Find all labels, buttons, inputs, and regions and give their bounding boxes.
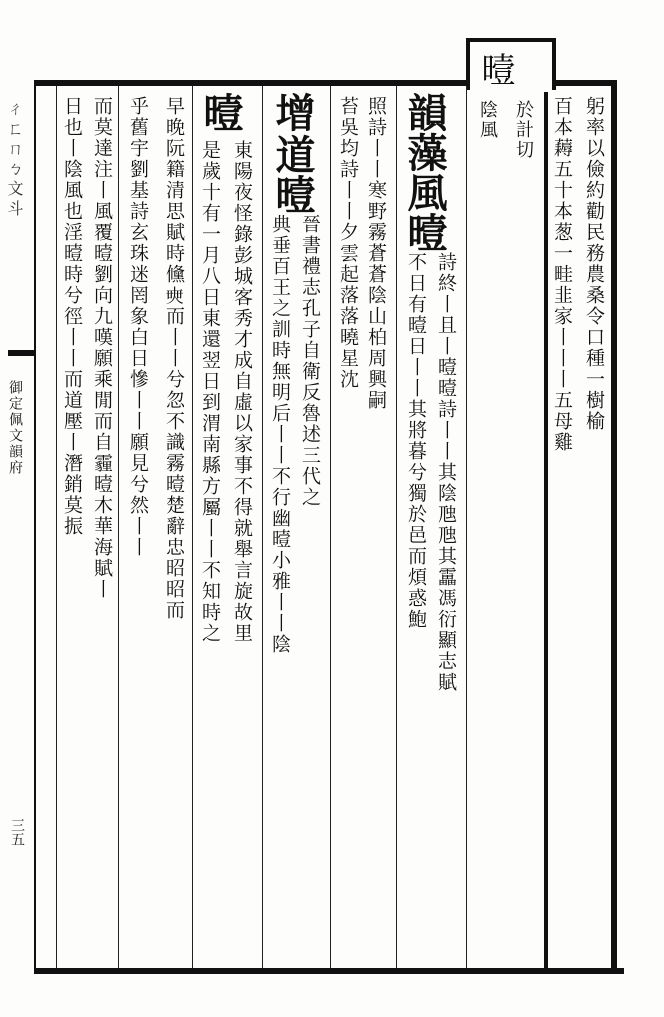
column-rule [396, 86, 397, 968]
text-column: 是歲十有一月八日東還翌日到渭南縣方屬丨丨不知時之 [199, 140, 221, 644]
text-column: 東陽夜怪錄彭城客秀才成自虛以家事不得就舉言旋故里 [231, 140, 253, 644]
column-rule [56, 86, 57, 968]
column-rule [330, 86, 331, 968]
margin-book-title: 御定佩文韻府 [7, 380, 23, 476]
page-number: 三五 [9, 818, 25, 846]
entry-heading: 風曀 [401, 172, 448, 252]
margin-fishtail [8, 350, 34, 356]
entry-heading: 韻藻 [401, 92, 448, 172]
margin-strip-text: ㄔㄈㄇㄅ文斗 [5, 100, 24, 220]
entry-heading: 道曀 [269, 134, 316, 214]
entry-heading: 曀 [197, 92, 244, 132]
tab-reading: 於計切 [513, 100, 534, 160]
text-column: 詩終丨且丨曀曀詩丨丨其陰虺虺其靁馮衍顯志賦 [435, 252, 457, 693]
text-column: 乎舊宇劉基詩玄珠迷罔象白日慘丨丨願見兮然丨丨 [127, 96, 149, 558]
column-rule [466, 86, 467, 968]
text-column: 而莫達注丨風覆曀劉向九嘆願乘閒而自霾曀木華海賦丨 [91, 96, 113, 600]
column-rule [192, 86, 193, 968]
entry-heading: 增 [269, 92, 316, 132]
frame-left-border [34, 80, 36, 974]
text-column: 百本𧂭五十本葱一畦韭家丨丨丨五母雞 [551, 96, 573, 453]
frame-right-border [611, 80, 617, 974]
frame-bottom-border [34, 968, 624, 974]
tab-headword: 曀 [475, 52, 515, 86]
text-column: 躬率以儉約勸民務農桑令口種一樹榆 [583, 96, 605, 432]
text-column: 不日有曀日丨丨其將暮兮獨於邑而煩惑鮑 [405, 252, 427, 630]
tab-gloss: 陰風 [477, 100, 498, 140]
text-column: 苔吳均詩丨丨夕雲起落落曉星沈 [337, 96, 359, 390]
text-column: 照詩丨丨寒野霧蒼蒼陰山柏周興嗣 [365, 96, 387, 411]
column-separator [544, 92, 548, 968]
column-rule [118, 86, 119, 968]
text-column: 晉書禮志孔子自衛反魯述三代之 [299, 214, 321, 508]
text-column: 日也丨陰風也淫曀時兮徑丨丨而道壓丨潛銷莫振 [61, 96, 83, 537]
column-rule [262, 86, 263, 968]
text-column: 典垂百王之訓時無明后丨丨不行幽曀小雅丨丨陰 [269, 214, 291, 655]
text-column: 早晚阮籍清思賦時儵𡘲而丨丨兮忽不識霧曀楚辭忠昭昭而 [163, 96, 185, 621]
